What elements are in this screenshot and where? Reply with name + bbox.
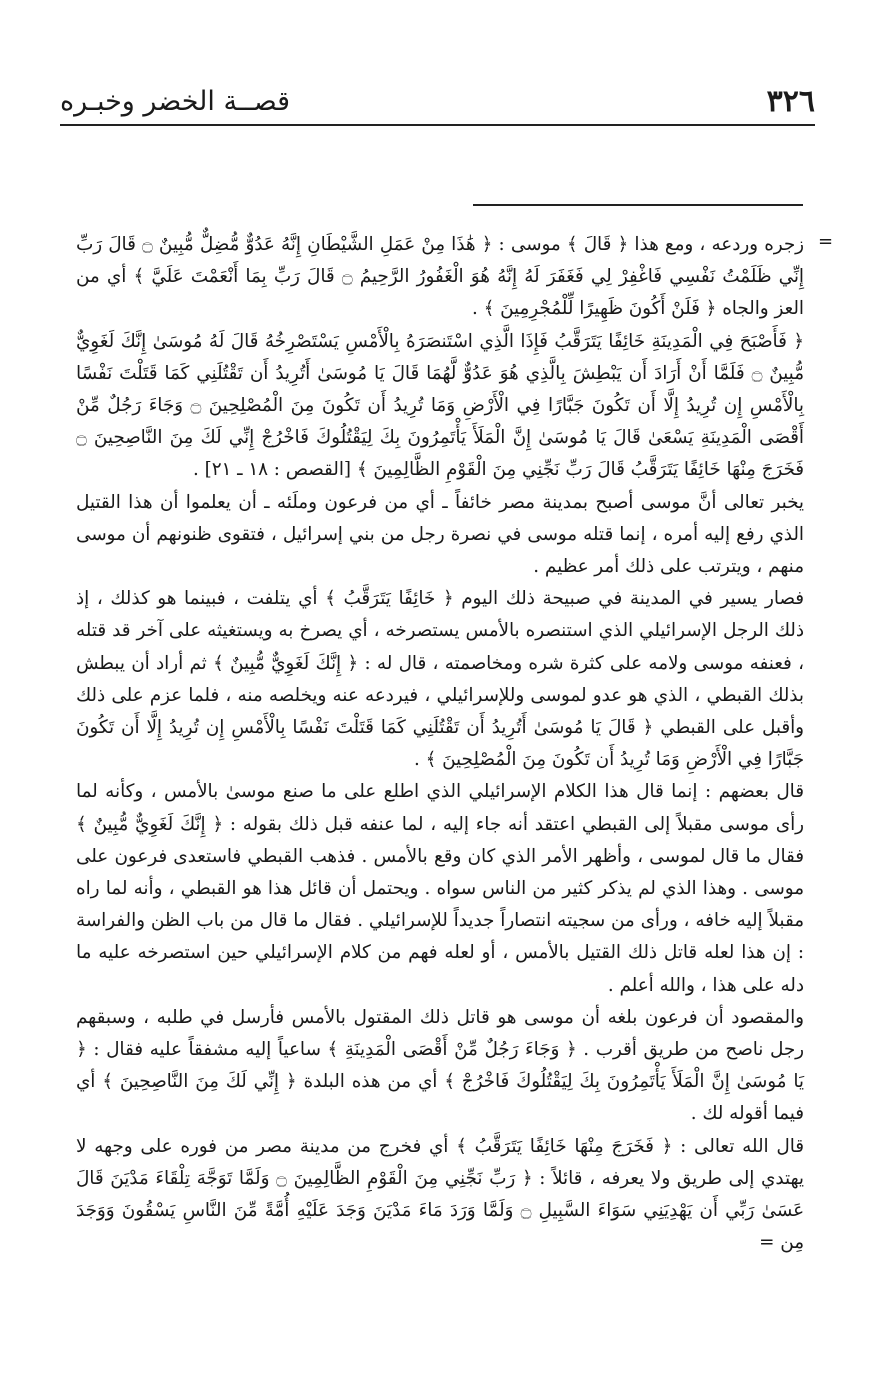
separator-rule xyxy=(473,204,803,206)
page-header xyxy=(60,84,815,122)
running-title: قصــة الخضر وخبـره xyxy=(60,86,291,117)
margin-continuation-mark: = xyxy=(818,231,834,252)
paragraph: زجره وردعه ، ومع هذا ﴿ قَالَ ﴾ موسى : ﴿ هَٰذَا مِنْ عَمَلِ الشَّيْطَانِ إِنَّهُ عَدُوٌّ مُّضِلٌّ مُّبِينٌ ۝ قَالَ رَبِّ إِنِّي ظَلَمْتُ نَفْسِي فَاغْفِرْ لِي فَغَفَرَ لَهُ إِنَّهُ هُوَ الْغَفُورُ الرَّحِيمُ ۝ قَالَ رَبِّ بِمَا أَنْعَمْتَ عَلَيَّ ﴾ أي من العز والجاه ﴿ فَلَنْ أَكُونَ ظَهِيرًا لِّلْمُجْرِمِينَ ﴾ . xyxy=(76,234,804,320)
quran-passage: ﴿ فَأَصْبَحَ فِي الْمَدِينَةِ خَائِفًا يَتَرَقَّبُ فَإِذَا الَّذِي اسْتَنصَرَهُ بِالْأَمْسِ يَسْتَصْرِخُهُ قَالَ لَهُ مُوسَىٰ إِنَّكَ لَغَوِيٌّ مُّبِينٌ ۝ فَلَمَّا أَنْ أَرَادَ أَن يَبْطِشَ بِالَّذِي هُوَ عَدُوٌّ لَّهُمَا قَالَ يَا مُوسَىٰ أَتُرِيدُ أَن تَقْتُلَنِي كَمَا قَتَلْتَ نَفْسًا بِالْأَمْسِ إِن تُرِيدُ إِلَّا أَن تَكُونَ جَبَّارًا فِي الْأَرْضِ وَمَا تُرِيدُ أَن تَكُونَ مِنَ الْمُصْلِحِينَ ۝ وَجَاءَ رَجُلٌ مِّنْ أَقْصَى الْمَدِينَةِ يَسْعَىٰ قَالَ يَا مُوسَىٰ إِنَّ الْمَلَأَ يَأْتَمِرُونَ بِكَ لِيَقْتُلُوكَ فَاخْرُجْ إِنِّي لَكَ مِنَ النَّاصِحِينَ ۝ فَخَرَجَ مِنْهَا خَائِفًا يَتَرَقَّبُ قَالَ رَبِّ نَجِّنِي مِنَ الْقَوْمِ الظَّالِمِينَ ﴾ [القصص : ١٨ ـ ٢١] . xyxy=(76,330,804,481)
header-rule xyxy=(60,124,815,126)
paragraph: فصار يسير في المدينة في صبيحة ذلك اليوم ﴿ خَائِفًا يَتَرَقَّبُ ﴾ أي يتلفت ، فبينما هو كذلك ، إذ ذلك الرجل الإسرائيلي الذي استنصره بالأمس يستصرخه ، أي يصرخ به ويستغيثه على آخر قد قتله ، فعنفه موسى ولامه على كثرة شره ومخاصمته ، قال له : ﴿ إِنَّكَ لَغَوِيٌّ مُّبِينٌ ﴾ ثم أراد أن يبطش بذلك القبطي ، الذي هو عدو لموسى وللإسرائيلي ، فيردعه عنه ويخلصه منه ، فلما عزم على ذلك وأقبل على القبطي ﴿ قَالَ يَا مُوسَىٰ أَتُرِيدُ أَن تَقْتُلَنِي كَمَا قَتَلْتَ نَفْسًا بِالْأَمْسِ إِن تُرِيدُ إِلَّا أَن تَكُونَ جَبَّارًا فِي الْأَرْضِ وَمَا تُرِيدُ أَن تَكُونَ مِنَ الْمُصْلِحِينَ ﴾ . xyxy=(76,588,804,771)
paragraph: يخبر تعالى أنَّ موسى أصبح بمدينة مصر خائفاً ـ أي من فرعون وملَئه ـ أن يعلموا أن هذا القتيل الذي رفع إليه أمره ، إنما قتله موسى في نصرة رجل من بني إسرائيل ، فتقوى ظنونهم أن موسى منهم ، ويترتب على ذلك أمر عظيم . xyxy=(76,491,804,578)
body-text xyxy=(76,229,804,1260)
paragraph: والمقصود أن فرعون بلغه أن موسى هو قاتل ذلك المقتول بالأمس فأرسل في طلبه ، وسبقهم رجل ناصح من طريق أقرب . ﴿ وَجَاءَ رَجُلٌ مِّنْ أَقْصَى الْمَدِينَةِ ﴾ ساعياً إليه مشفقاً عليه فقال : ﴿ يَا مُوسَىٰ إِنَّ الْمَلَأَ يَأْتَمِرُونَ بِكَ لِيَقْتُلُوكَ فَاخْرُجْ ﴾ أي من هذه البلدة ﴿ إِنِّي لَكَ مِنَ النَّاصِحِينَ ﴾ أي فيما أقوله لك . xyxy=(76,1006,804,1125)
paragraph: قال الله تعالى : ﴿ فَخَرَجَ مِنْهَا خَائِفًا يَتَرَقَّبُ ﴾ أي فخرج من مدينة مصر من فوره على وجهه لا يهتدي إلى طريق ولا يعرفه ، قائلاً : ﴿ رَبِّ نَجِّنِي مِنَ الْقَوْمِ الظَّالِمِينَ ۝ وَلَمَّا تَوَجَّهَ تِلْقَاءَ مَدْيَنَ قَالَ عَسَىٰ رَبِّي أَن يَهْدِيَنِي سَوَاءَ السَّبِيلِ ۝ وَلَمَّا وَرَدَ مَاءَ مَدْيَنَ وَجَدَ عَلَيْهِ أُمَّةً مِّنَ النَّاسِ يَسْقُونَ وَوَجَدَ مِن = xyxy=(76,1135,804,1254)
paragraph: قال بعضهم : إنما قال هذا الكلام الإسرائيلي الذي اطلع على ما صنع موسىٰ بالأمس ، وكأنه لما رأى موسى مقبلاً إلى القبطي اعتقد أنه جاء إليه ، لما عنفه قبل ذلك بقوله : ﴿ إِنَّكَ لَغَوِيٌّ مُّبِينٌ ﴾ فقال ما قال لموسى ، وأظهر الأمر الذي كان وقع بالأمس . فذهب القبطي فاستعدى فرعون على موسى . وهذا الذي لم يذكر كثير من الناس سواه . ويحتمل أن قائل هذا هو القبطي ، وأنه لما راه مقبلاً إليه خافه ، ورأى من سجيته انتصاراً جديداً للإسرائيلي . فقال ما قال من باب الظن والفراسة : إن هذا لعله قاتل ذلك القتيل بالأمس ، أو لعله فهم من كلام الإسرائيلي حين استصرخه عليه ما دله على هذا ، والله أعلم . xyxy=(76,781,804,996)
page-number: ٣٢٦ xyxy=(766,84,815,119)
